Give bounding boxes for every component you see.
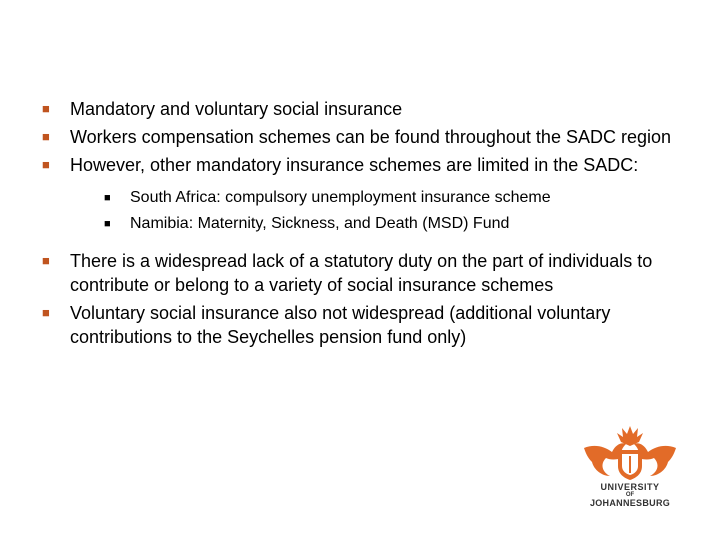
- sub-bullet-text: Namibia: Maternity, Sickness, and Death (MSD) Fund: [130, 215, 510, 232]
- square-bullet-icon: ■: [104, 218, 111, 230]
- square-bullet-icon: ■: [42, 157, 50, 172]
- sub-bullet-item: [104, 185, 692, 211]
- square-bullet-icon: ■: [104, 192, 111, 204]
- bullet-text: There is a widespread lack of a statutory duty on the part of individuals to contribute or belong to a variety of social insurance schemes: [70, 251, 653, 295]
- square-bullet-icon: ■: [42, 305, 50, 320]
- sub-bullet-text: South Africa: compulsory unemployment insurance scheme: [130, 189, 551, 206]
- bullet-item: [42, 97, 692, 121]
- bullet-item: [42, 125, 692, 149]
- logo-line-2: OF: [625, 492, 635, 498]
- bullet-list: [42, 97, 692, 353]
- logo-line-3: JOHANNESBURG: [589, 498, 671, 508]
- bullet-item: [42, 249, 692, 297]
- square-bullet-icon: ■: [42, 253, 50, 268]
- square-bullet-icon: ■: [42, 129, 50, 144]
- logo-line-1: UNIVERSITY: [600, 482, 660, 492]
- bullet-text: Voluntary social insurance also not widespread (additional voluntary contributions to the Seychelles pension fund only): [70, 303, 611, 347]
- bullet-item: [42, 153, 692, 237]
- bullet-text: Workers compensation schemes can be found throughout the SADC region: [70, 127, 672, 147]
- bullet-item: [42, 301, 692, 349]
- square-bullet-icon: ■: [42, 101, 50, 116]
- sub-bullet-list: [70, 185, 692, 237]
- bullet-text: However, other mandatory insurance schemes are limited in the SADC:: [70, 155, 639, 175]
- sub-bullet-item: [104, 211, 692, 237]
- bullet-text: Mandatory and voluntary social insurance: [70, 99, 403, 119]
